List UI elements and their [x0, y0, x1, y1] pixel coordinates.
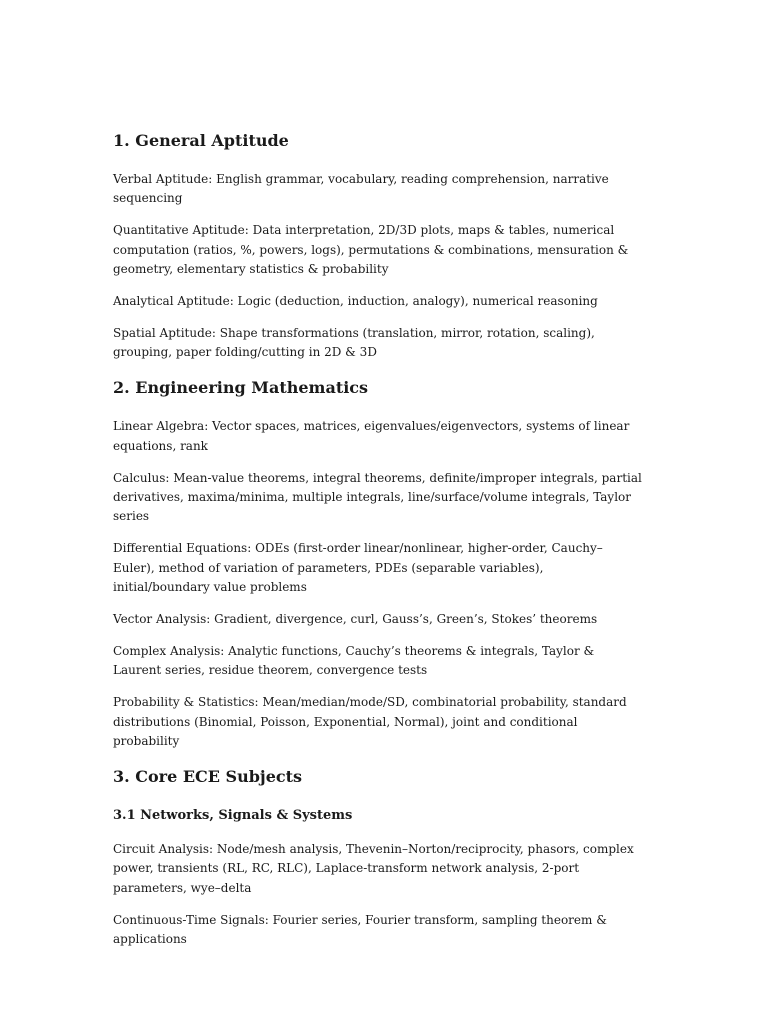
- paragraph-complex-analysis: Complex Analysis: Analytic functions, Cauchy’s theorems & integrals, Taylor & Laurent series, residue theorem, convergence tests: [113, 643, 595, 678]
- paragraph-analytical-aptitude: Analytical Aptitude: Logic (deduction, induction, analogy), numerical reasoning: [113, 294, 598, 309]
- paragraph-circuit-analysis: Circuit Analysis: Node/mesh analysis, Thevenin–Norton/reciprocity, phasors, complex power, transients (RL, RC, RLC), Laplace-transform network analysis, 2-port parameters, wye–delta: [113, 841, 634, 895]
- section-heading-general-aptitude: 1. General Aptitude: [113, 131, 289, 150]
- section-heading-engineering-mathematics: 2. Engineering Mathematics: [113, 378, 369, 398]
- paragraph-linear-algebra: Linear Algebra: Vector spaces, matrices, eigenvalues/eigenvectors, systems of linear equations, rank: [113, 419, 630, 453]
- paragraph-vector-analysis: Vector Analysis: Gradient, divergence, curl, Gauss’s, Green’s, Stokes’ theorems: [113, 612, 598, 626]
- paragraph-continuous-time-signals: Continuous-Time Signals: Fourier series, Fourier transform, sampling theorem & applications: [113, 912, 607, 947]
- subsection-heading-networks-signals-systems: 3.1 Networks, Signals & Systems: [113, 807, 353, 823]
- paragraph-spatial-aptitude: Spatial Aptitude: Shape transformations (translation, mirror, rotation, scaling), grouping, paper folding/cutting in 2D & 3D: [113, 325, 595, 360]
- paragraph-probability-statistics: Probability & Statistics: Mean/median/mode/SD, combinatorial probability, standard distributions (Binomial, Poisson, Exponential, Normal), joint and conditional probability: [113, 695, 627, 749]
- paragraph-calculus: Calculus: Mean-value theorems, integral theorems, definite/improper integrals, partial derivatives, maxima/minima, multiple integrals, line/surface/volume integrals, Taylor series: [113, 470, 642, 524]
- section-heading-core-ece-subjects: 3. Core ECE Subjects: [113, 766, 303, 786]
- document-page: [113, 128, 643, 962]
- paragraph-verbal-aptitude: Verbal Aptitude: English grammar, vocabulary, reading comprehension, narrative sequencing: [113, 172, 609, 206]
- paragraph-quantitative-aptitude: Quantitative Aptitude: Data interpretation, 2D/3D plots, maps & tables, numerical computation (ratios, %, powers, logs), permutations & combinations, mensuration & geometry, elementary statistics & probability: [113, 223, 629, 277]
- paragraph-differential-equations: Differential Equations: ODEs (first-order linear/nonlinear, higher-order, Cauchy–Euler), method of variation of parameters, PDEs (separable variables), initial/boundary value problems: [113, 541, 603, 595]
